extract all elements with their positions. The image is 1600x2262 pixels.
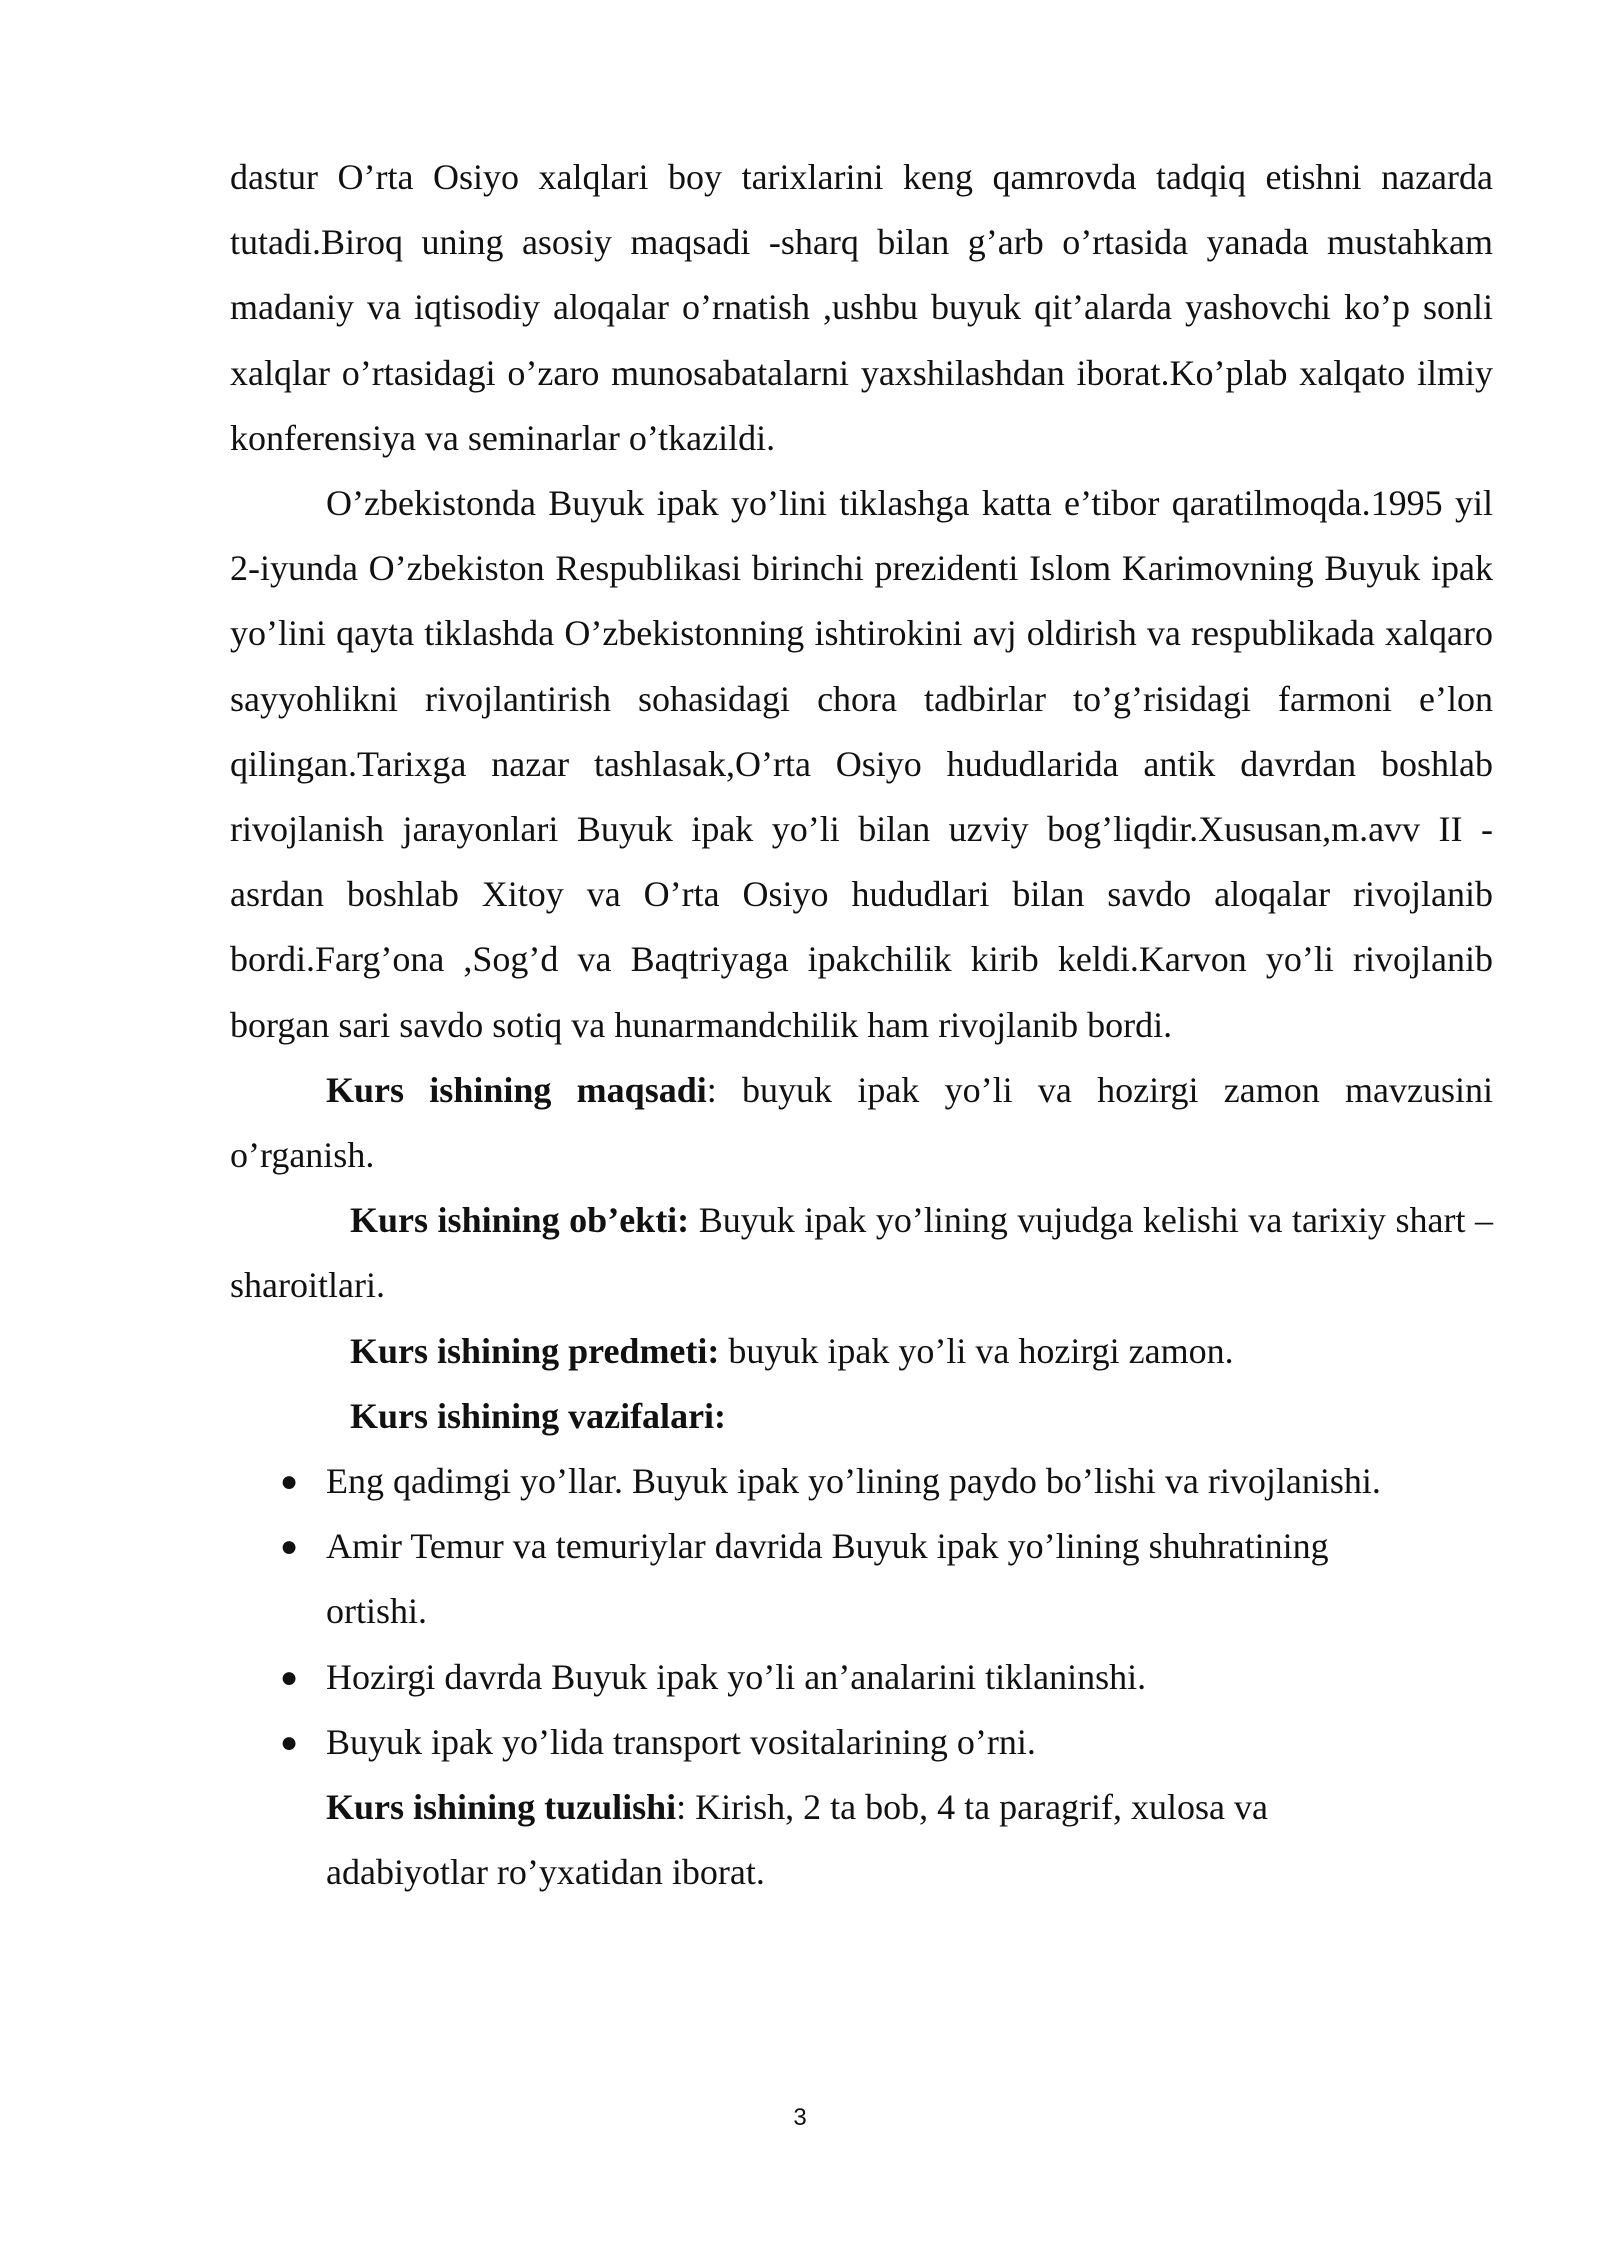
page-number: 3 <box>793 2104 807 2131</box>
tasks-heading: Kurs ishining vazifalari: <box>350 1395 727 1436</box>
subject-label: Kurs ishining predmeti: <box>350 1330 720 1371</box>
goal-label: Kurs ishining maqsadi <box>326 1069 707 1110</box>
list-item-text: Buyuk ipak yo’lida transport vositalarining o’rni. <box>326 1721 1036 1762</box>
list-item <box>230 1645 1493 1710</box>
bullet-icon: ● <box>280 1530 299 1564</box>
goal-text: : buyuk ipak yo’li va hozirgi zamon mavzusini o’rganish. <box>230 1069 1493 1176</box>
tasks-list <box>230 1449 1493 1775</box>
structure-label: Kurs ishining tuzulishi <box>326 1787 677 1828</box>
bullet-icon: ● <box>280 1465 299 1499</box>
body-text <box>230 145 1493 1905</box>
list-item-text: Eng qadimgi yo’llar. Buyuk ipak yo’lining paydo bo’lishi va rivojlanishi. <box>326 1461 1381 1502</box>
list-item <box>230 1449 1493 1514</box>
object-paragraph <box>230 1188 1493 1318</box>
bullet-icon: ● <box>280 1660 299 1694</box>
list-item-text: Amir Temur va temuriylar davrida Buyuk ipak yo’lining shuhratining ortishi. <box>326 1526 1329 1632</box>
list-item <box>230 1514 1493 1644</box>
list-item <box>230 1710 1493 1775</box>
object-label: Kurs ishining ob’ekti: <box>350 1200 690 1241</box>
paragraph-history: O’zbekistonda Buyuk ipak yo’lini tiklashga katta e’tibor qaratilmoqda.1995 yil 2-iyunda O’zbekiston Respublikasi birinchi prezidenti Islom Karimovning Buyuk ipak yo’lini qayta tiklashda O’zbekistonning ishtirokini avj oldirish va respublikada xalqaro sayyohlikni rivojlantirish sohasidagi chora tadbirlar to’g’risidagi farmoni e’lon qilingan.Tarixga nazar tashlasak,O’rta Osiyo hududlarida antik davrdan boshlab rivojlanish jarayonlari Buyuk ipak yo’li bilan uzviy bog’liqdir.Xususan,m.avv II -asrdan boshlab Xitoy va O’rta Osiyo hududlari bilan savdo aloqalar rivojlanib bordi.Farg’ona ,Sog’d va Baqtriyaga ipakchilik kirib keldi.Karvon yo’li rivojlanib borgan sari savdo sotiq va hunarmandchilik ham rivojlanib bordi. <box>230 483 1493 1045</box>
paragraph-intro: dastur O’rta Osiyo xalqlari boy tarixlarini keng qamrovda tadqiq etishni nazarda tutadi.Biroq uning asosiy maqsadi -sharq bilan g’arb o’rtasida yanada mustahkam madaniy va iqtisodiy aloqalar o’rnatish ,ushbu buyuk qit’alarda yashovchi ko’p sonli xalqlar o’rtasidagi o’zaro munosabatalarni yaxshilashdan iborat.Ko’plab xalqato ilmiy konferensiya va seminarlar o’tkazildi. <box>230 157 1493 458</box>
structure-paragraph <box>230 1775 1493 1905</box>
subject-text: buyuk ipak yo’li va hozirgi zamon. <box>719 1330 1234 1371</box>
object-text: Buyuk ipak yo’lining vujudga kelishi va tarixiy shart – sharoitlari. <box>230 1200 1493 1306</box>
list-item-text: Hozirgi davrda Buyuk ipak yo’li an’analarini tiklaninshi. <box>326 1656 1147 1697</box>
goal-paragraph <box>230 1058 1493 1188</box>
bullet-icon: ● <box>280 1725 299 1759</box>
subject-paragraph <box>230 1319 1493 1384</box>
structure-text: : Kirish, 2 ta bob, 4 ta paragrif, xulosa va adabiyotlar ro’yxatidan iborat. <box>326 1787 1268 1893</box>
